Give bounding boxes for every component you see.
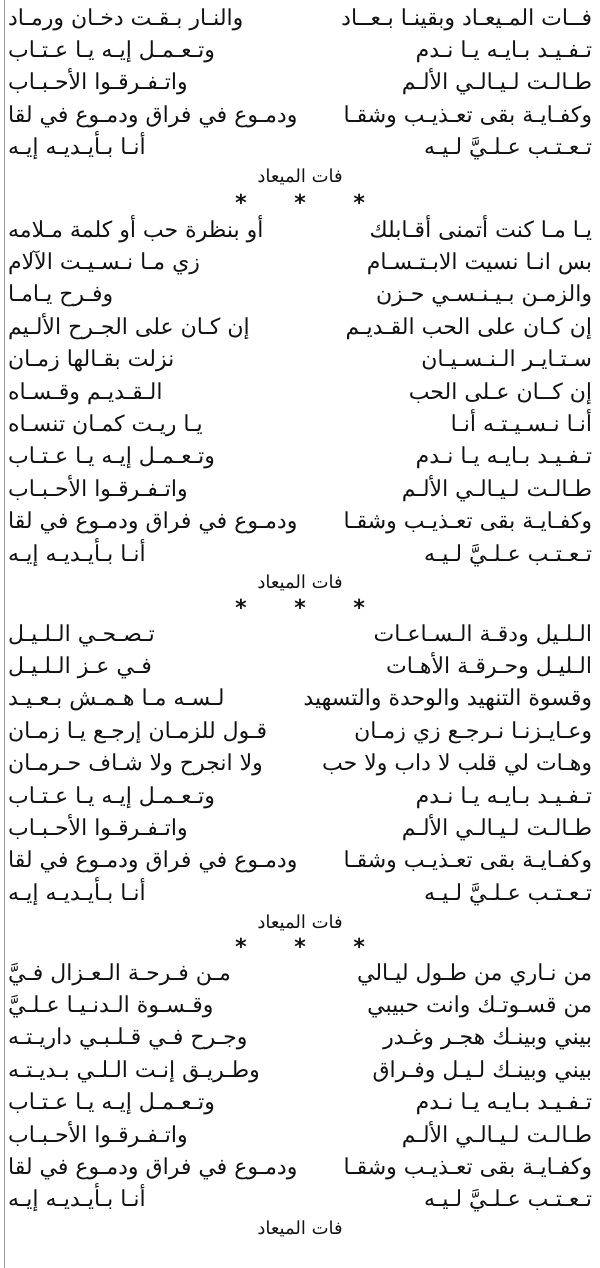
verse-right-hemistich: وكفـايـة بقى تعـذيـب وشقـا bbox=[343, 1155, 592, 1181]
verse-right-hemistich: يـا مـا كنت أتمنى أقـابلك bbox=[369, 217, 592, 243]
refrain-title: فات الميعاد bbox=[257, 1218, 343, 1240]
verse-line bbox=[8, 34, 592, 66]
stanza-separator: * * * bbox=[235, 596, 385, 621]
verse-right-hemistich: تـعـتـب عـلـيَّ لـيـه bbox=[424, 1187, 592, 1213]
verse-line bbox=[8, 683, 592, 715]
verse-right-hemistich: وهـات لي قلب لا داب ولا حب bbox=[321, 751, 592, 777]
verse-right-hemistich: طـالـت لـيـالـي الألـم bbox=[401, 476, 592, 502]
verse-right-hemistich: أنـا نـسـيـتـه أنـا bbox=[450, 412, 592, 438]
verse-left-hemistich: مـن فـرحـة الـعـزال فـيَّ bbox=[8, 960, 231, 986]
verse-right-hemistich: تـفـيـد بـايـه يـا نـدم bbox=[415, 38, 592, 64]
verse-left-hemistich: وتـعـمـل إيـه يـا عـتـاب bbox=[8, 783, 215, 809]
verse-line bbox=[8, 715, 592, 747]
verse-right-hemistich: تـعـتـب عـلـيَّ لـيـه bbox=[424, 541, 592, 567]
verse-right-hemistich: من قسـوتـك وانت حبيبي bbox=[367, 993, 592, 1019]
verse-left-hemistich: والنـار بـقـت دخـان ورمـاد bbox=[8, 5, 244, 31]
stanza-separator: * * * bbox=[235, 191, 385, 216]
verse-line bbox=[8, 1184, 592, 1216]
verse-left-hemistich: واتـفـرقـوا الأحـبـاب bbox=[8, 1122, 188, 1148]
verse-line bbox=[8, 214, 592, 246]
verse-left-hemistich: وفـرح يـامـا bbox=[8, 282, 114, 308]
verse-left-hemistich: واتـفـرقـوا الأحـبـاب bbox=[8, 816, 188, 842]
verse-left-hemistich: وتـعـمـل إيـه يـا عـتـاب bbox=[8, 444, 215, 470]
verse-left-hemistich: فـي عـز الـلـيـل bbox=[8, 654, 152, 680]
stanza-1 bbox=[8, 2, 592, 190]
scan-edge-line bbox=[4, 0, 5, 1268]
verse-line bbox=[8, 344, 592, 376]
verse-left-hemistich: يـا ريـت كمـان تنسـاه bbox=[8, 412, 203, 438]
verse-left-hemistich: وتـعـمـل إيـه يـا عـتـاب bbox=[8, 1090, 215, 1116]
verse-right-hemistich: من نـاري من طـول ليـالي bbox=[357, 960, 592, 986]
verse-line bbox=[8, 650, 592, 682]
verse-line bbox=[8, 1119, 592, 1151]
verse-line bbox=[8, 67, 592, 99]
verse-left-hemistich: ودمـوع في فراق ودمـوع في لقا bbox=[8, 509, 298, 535]
verse-line bbox=[8, 812, 592, 844]
verse-right-hemistich: وكفـايـة بقى تعـذيـب وشقـا bbox=[343, 848, 592, 874]
verse-right-hemistich: بس انـا نسيت الابـتـسـام bbox=[366, 250, 592, 276]
verse-left-hemistich: واتـفـرقـوا الأحـبـاب bbox=[8, 476, 188, 502]
verse-right-hemistich: طـالـت لـيـالـي الألـم bbox=[401, 816, 592, 842]
verse-left-hemistich: أنـا بـأيـديـه إيـه bbox=[8, 880, 146, 906]
verse-line bbox=[8, 1151, 592, 1183]
verse-right-hemistich: الـلـيل ودقـة الـسـاعـات bbox=[373, 621, 592, 647]
verse-line bbox=[8, 780, 592, 812]
verse-right-hemistich: تـفـيـد بـايـه يـا نـدم bbox=[415, 783, 592, 809]
verse-left-hemistich: وجـرح فـي قـلـبـي داريـتـه bbox=[8, 1025, 248, 1051]
stanza-2 bbox=[8, 214, 592, 596]
verse-left-hemistich: وقـسـوة الـدنـيـا عـلـيَّ bbox=[8, 993, 214, 1019]
verse-line bbox=[8, 473, 592, 505]
verse-line bbox=[8, 618, 592, 650]
verse-line bbox=[8, 877, 592, 909]
verse-line bbox=[8, 1022, 592, 1054]
verse-right-hemistich: الـليـل وحـرقـة الأهـات bbox=[386, 654, 592, 680]
verse-line bbox=[8, 748, 592, 780]
verse-right-hemistich: وكفـايـة بقى تعـذيـب وشقـا bbox=[343, 102, 592, 128]
verse-line bbox=[8, 441, 592, 473]
verse-left-hemistich: واتـفـرقـوا الأحـبـاب bbox=[8, 70, 188, 96]
verse-line bbox=[8, 99, 592, 131]
verse-left-hemistich: لـسـه مـا هـمـش بـعـيـد bbox=[8, 686, 225, 712]
refrain-title: فات الميعاد bbox=[257, 911, 343, 933]
verse-right-hemistich: تـعـتـب عـلـيَّ لـيـه bbox=[424, 880, 592, 906]
verse-left-hemistich: نزلت بقـالها زمـان bbox=[8, 347, 175, 373]
stanza-separator: * * * bbox=[235, 935, 385, 960]
verse-right-hemistich: وكفـايـة بقى تعـذيـب وشقـا bbox=[343, 509, 592, 535]
verse-line bbox=[8, 279, 592, 311]
verse-left-hemistich: أو بنظرة حب أو كلمة مـلامه bbox=[8, 217, 264, 243]
verse-left-hemistich: ولا انجرح ولا شـاف حـرمـان bbox=[8, 751, 263, 777]
verse-left-hemistich: قـول للزمـان إرجـع يـا زمـان bbox=[8, 718, 267, 744]
verse-right-hemistich: بيني وبينـك هجـر وغـدر bbox=[383, 1025, 592, 1051]
verse-line bbox=[8, 1087, 592, 1119]
verse-left-hemistich: ودمـوع في فراق ودمـوع في لقا bbox=[8, 102, 298, 128]
verse-line bbox=[8, 376, 592, 408]
verse-left-hemistich: زي مـا نـسـيـت الآلام bbox=[8, 250, 200, 276]
verse-line bbox=[8, 989, 592, 1021]
verse-right-hemistich: تـفـيـد بـايـه يـا نـدم bbox=[415, 1090, 592, 1116]
verse-line bbox=[8, 845, 592, 877]
verse-left-hemistich: أنـا بـأيـديـه إيـه bbox=[8, 1187, 146, 1213]
verse-right-hemistich: والزمـن بـيـنـسـي حـزن bbox=[375, 282, 592, 308]
refrain-title: فات الميعاد bbox=[257, 165, 343, 187]
verse-line bbox=[8, 538, 592, 570]
verse-right-hemistich: طـالـت لـيـالـي الألـم bbox=[401, 70, 592, 96]
verse-line bbox=[8, 311, 592, 343]
verse-right-hemistich: وقسوة التنهيد والوحدة والتسهيد bbox=[303, 686, 592, 712]
verse-left-hemistich: تـصـحـي الـلـيـل bbox=[8, 621, 155, 647]
verse-left-hemistich: أنـا بـأيـديـه إيـه bbox=[8, 541, 146, 567]
verse-right-hemistich: تـفـيـد بـايـه يـا نـدم bbox=[415, 444, 592, 470]
verse-line bbox=[8, 132, 592, 164]
verse-line bbox=[8, 2, 592, 34]
verse-left-hemistich: وتـعـمـل إيـه يـا عـتـاب bbox=[8, 38, 215, 64]
verse-line bbox=[8, 1054, 592, 1086]
verse-left-hemistich: ودمـوع في فراق ودمـوع في لقا bbox=[8, 848, 298, 874]
verse-right-hemistich: بيني وبينـك لـيـل وفـراق bbox=[372, 1057, 592, 1083]
verse-line bbox=[8, 506, 592, 538]
verse-right-hemistich: إن كــان عـلى الحب bbox=[408, 379, 592, 405]
verse-right-hemistich: إن كـان على الحب القـديـم bbox=[345, 314, 592, 340]
stanza-4 bbox=[8, 957, 592, 1242]
verse-left-hemistich: الـقـديـم وقـسـاه bbox=[8, 379, 163, 405]
verse-right-hemistich: فــات المـيعـاد وبقينـا بـعــاد bbox=[341, 5, 592, 31]
verse-line bbox=[8, 246, 592, 278]
verse-right-hemistich: تـعـتـب عـلـيَّ لـيـه bbox=[424, 135, 592, 161]
stanza-3 bbox=[8, 618, 592, 936]
verse-line bbox=[8, 408, 592, 440]
verse-left-hemistich: ودمـوع في فراق ودمـوع في لقا bbox=[8, 1155, 298, 1181]
verse-left-hemistich: إن كـان على الجـرح الألـيم bbox=[8, 314, 250, 340]
verse-line bbox=[8, 957, 592, 989]
verse-left-hemistich: وطـريـق إنـت الـلـي بـديـتـه bbox=[8, 1057, 260, 1083]
verse-right-hemistich: وعـايـزنـا نـرجـع زي زمـان bbox=[354, 718, 592, 744]
verse-right-hemistich: طـالـت لـيـالـي الألـم bbox=[401, 1122, 592, 1148]
verse-right-hemistich: سـتـايـر الـنـسـيـان bbox=[421, 347, 592, 373]
refrain-title: فات الميعاد bbox=[257, 572, 343, 594]
verse-left-hemistich: أنـا بـأيـديـه إيـه bbox=[8, 135, 146, 161]
